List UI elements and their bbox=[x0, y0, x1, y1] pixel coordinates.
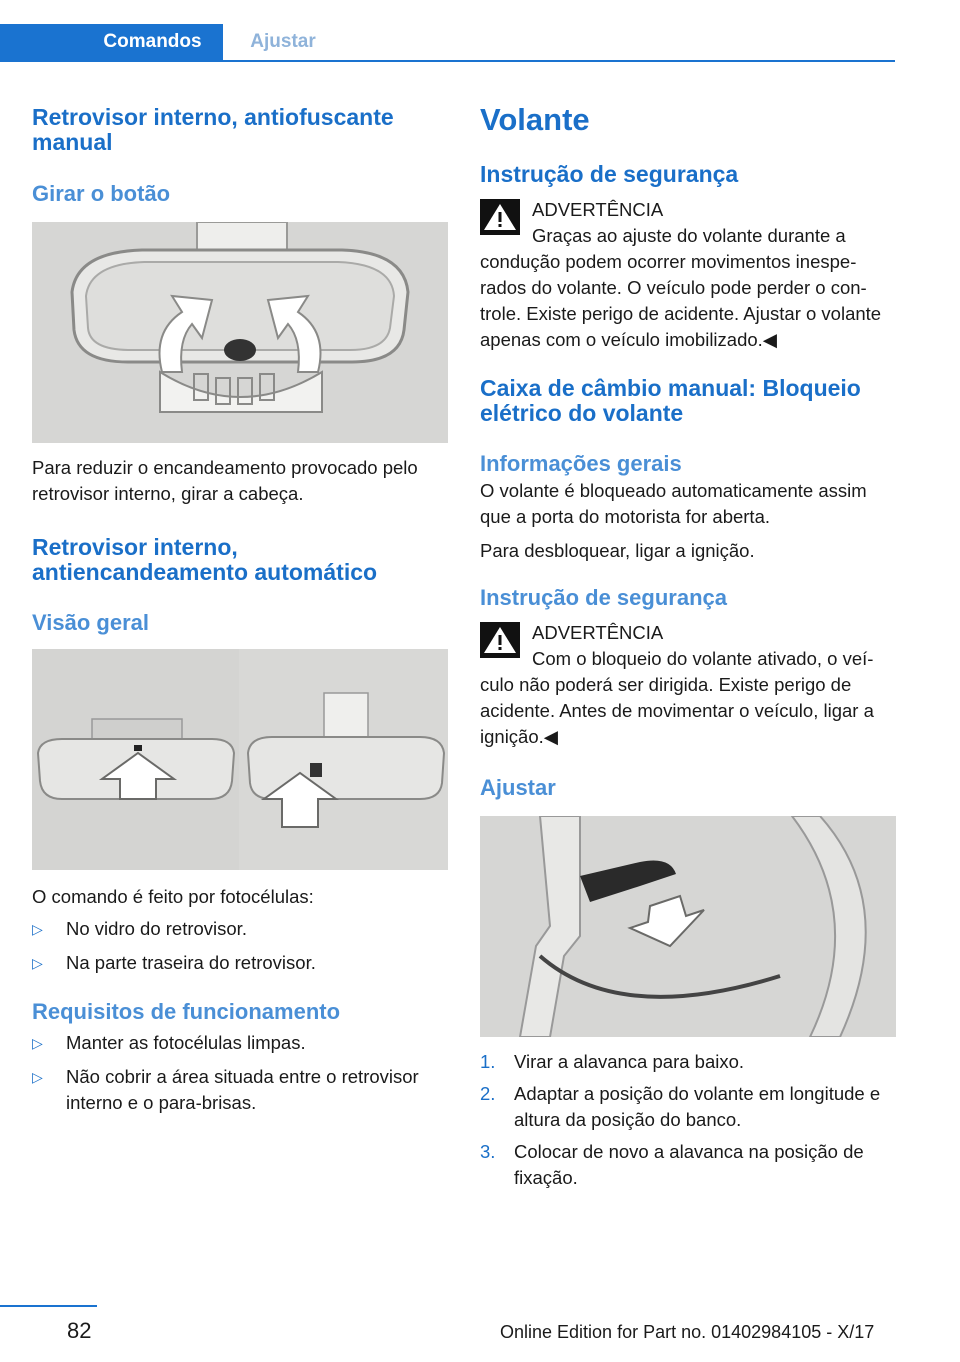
edition-note: Online Edition for Part no. 01402984105 - X/17 bbox=[500, 1322, 875, 1342]
header-rule bbox=[0, 60, 895, 62]
list-item: ▷ Na parte traseira do retrovisor. bbox=[32, 950, 448, 976]
bullet-marker-icon: ▷ bbox=[32, 1035, 43, 1051]
list-item: ▷ Manter as fotocélulas limpas. bbox=[32, 1030, 448, 1056]
paragraph-unlock: Para desbloquear, ligar a ignição. bbox=[480, 540, 755, 561]
list-item: 3. Colocar de novo a alavanca na posição de fixação. bbox=[480, 1141, 864, 1188]
bullet-marker-icon: ▷ bbox=[32, 955, 43, 971]
warning-label: ADVERTÊNCIA bbox=[532, 199, 664, 220]
warning-triangle-icon bbox=[480, 622, 520, 658]
steering-lever-drawing bbox=[480, 816, 896, 1037]
subheading-overview: Visão geral bbox=[32, 610, 149, 635]
subheading-adjust: Ajustar bbox=[480, 775, 556, 800]
tab-ajustar[interactable]: Ajustar bbox=[250, 31, 316, 52]
paragraph-auto-lock: O volante é bloqueado automaticamente assim que a porta do motorista for aberta. bbox=[480, 480, 867, 527]
left-column bbox=[32, 100, 448, 1124]
page-title-volante: Volante bbox=[480, 102, 590, 137]
mirror-knob-illustration bbox=[32, 222, 448, 443]
subheading-turn-knob: Girar o botão bbox=[32, 181, 171, 206]
right-column bbox=[480, 100, 896, 1197]
header-tabbar bbox=[0, 24, 895, 62]
warning-label: ADVERTÊNCIA bbox=[532, 622, 664, 643]
adjust-steps-list bbox=[480, 1049, 896, 1191]
mirror-knob-drawing bbox=[32, 222, 448, 443]
bullet-marker-icon: ▷ bbox=[32, 1069, 43, 1085]
warning-text-1: Graças ao ajuste do volante durante a condução podem ocorrer movimentos inesperados do volante. O veículo pode perder o controle. Existe perigo de acidente. Ajustar o volante apenas com o veículo imobilizado.◀ bbox=[480, 225, 882, 350]
section-heading-manual-mirror: Retrovisor interno, antiofuscante manual bbox=[32, 104, 394, 155]
heading-safety-2: Instrução de segurança bbox=[480, 585, 727, 610]
photocell-list bbox=[32, 916, 448, 976]
tab-comandos[interactable]: Comandos bbox=[0, 24, 223, 60]
page-number: 82 bbox=[67, 1318, 92, 1343]
mirror-photocell-illustration bbox=[32, 649, 448, 870]
subheading-requirements: Requisitos de funcionamento bbox=[32, 999, 341, 1024]
warning-box-2 bbox=[480, 620, 896, 750]
list-item: ▷ Não cobrir a área situada entre o retrovisor interno e o para-brisas. bbox=[32, 1066, 419, 1113]
subheading-general-info: Informações gerais bbox=[480, 451, 682, 476]
heading-steering-lock: Caixa de câmbio manual: Bloqueio elétrico do volante bbox=[480, 375, 861, 426]
list-item: 1. Virar a alavanca para baixo. bbox=[480, 1051, 745, 1072]
list-item: 2. Adaptar a posição do volante em longitude e altura da posição do banco. bbox=[480, 1083, 881, 1130]
warning-box-1 bbox=[480, 197, 896, 353]
list-item: ▷ No vidro do retrovisor. bbox=[32, 916, 448, 942]
section-heading-auto-mirror: Retrovisor interno, antiencandeamento automático bbox=[32, 534, 378, 585]
requirements-list bbox=[32, 1030, 448, 1116]
bullet-marker-icon: ▷ bbox=[32, 921, 43, 937]
heading-safety-1: Instrução de segurança bbox=[480, 161, 739, 187]
paragraph-photocells: O comando é feito por fotocélulas: bbox=[32, 886, 314, 907]
warning-triangle-icon bbox=[480, 199, 520, 235]
steering-lever-illustration bbox=[480, 816, 896, 1037]
paragraph-reduce-glare: Para reduzir o encandeamento provocado pelo retrovisor interno, girar a cabeça. bbox=[32, 457, 418, 504]
warning-text-2: Com o bloqueio do volante ativado, o veículo não poderá ser dirigida. Existe perigo de acidente. Antes de movimentar o veículo, ligar a ignição.◀ bbox=[480, 648, 874, 747]
mirror-photocell-drawing bbox=[32, 649, 448, 870]
footer-rule bbox=[0, 1305, 97, 1307]
